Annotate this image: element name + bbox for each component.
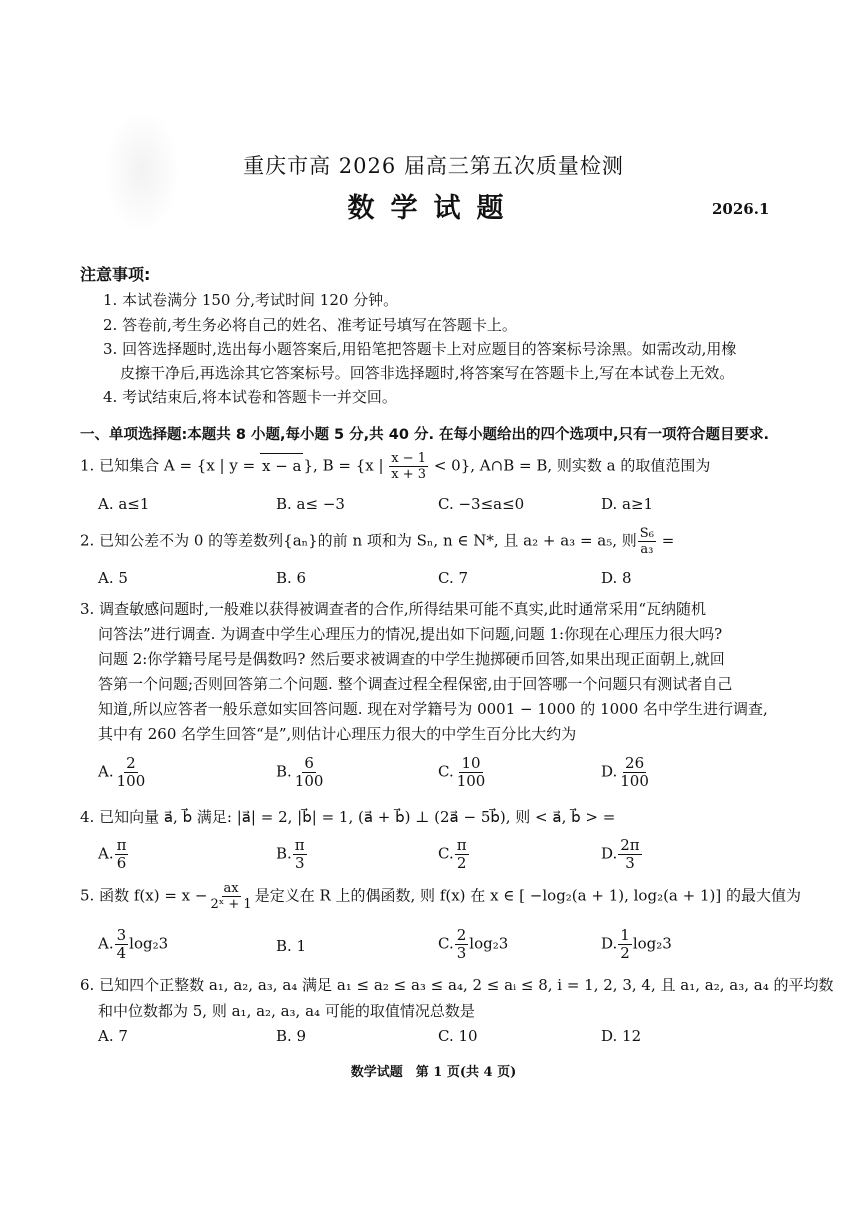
q5-d-tail: log₂3 xyxy=(632,934,672,953)
q2-frac-num: S₆ xyxy=(639,526,654,541)
question-3-line-5: 知道,所以应答者一般乐意如实回答问题. 现在对学籍号为 0001 − 1000 的 1000 名中学生进行调查, xyxy=(98,700,768,718)
q4-option-b[interactable] xyxy=(276,838,308,871)
q5-d-den: 2 xyxy=(620,944,630,962)
q3-a-den: 100 xyxy=(116,772,146,790)
q4-b-num: π xyxy=(294,836,305,854)
question-5 xyxy=(80,882,801,911)
q3-d-num: 26 xyxy=(625,754,645,772)
q4-a-den: 6 xyxy=(116,854,127,872)
exam-date: 2026.1 xyxy=(712,200,770,218)
notice-item-2: 2. 答卷前,考生务必将自己的姓名、准考证号填写在答题卡上。 xyxy=(103,316,517,334)
q3-b-label: B. xyxy=(276,762,292,781)
q4-b-den: 3 xyxy=(294,854,305,872)
q4-c-den: 2 xyxy=(456,854,467,872)
q3-d-frac xyxy=(618,756,651,789)
question-3-line-4: 答第一个问题;否则回答第二个问题. 整个调查过程全程保密,由于回答哪一个问题只有测试者自己 xyxy=(98,675,733,693)
q1-option-d[interactable]: D. a≥1 xyxy=(601,495,654,513)
q1-text-b: }, B = {x | xyxy=(303,456,389,475)
q5-option-c[interactable] xyxy=(438,928,508,961)
q1-option-a[interactable]: A. a≤1 xyxy=(98,495,150,513)
question-3-line-6: 其中有 260 名学生回答“是”,则估计心理压力很大的中学生百分比大约为 xyxy=(98,725,577,743)
q4-c-num: π xyxy=(456,836,467,854)
q2-option-a[interactable]: A. 5 xyxy=(98,569,128,587)
q5-option-a[interactable] xyxy=(98,928,168,961)
q4-option-c[interactable] xyxy=(438,838,470,871)
question-3-line-3: 问题 2:你学籍号尾号是偶数吗? 然后要求被调查的中学生抛掷硬币回答,如果出现正面朝上,就回 xyxy=(98,650,725,668)
q6-option-a[interactable]: A. 7 xyxy=(98,1027,128,1045)
q3-b-num: 6 xyxy=(304,754,314,772)
q4-c-label: C. xyxy=(438,844,454,863)
q6-option-b[interactable]: B. 9 xyxy=(276,1027,307,1045)
q2-text-b: = xyxy=(656,531,675,550)
q2-option-d[interactable]: D. 8 xyxy=(601,569,632,587)
q5-option-b[interactable]: B. 1 xyxy=(276,937,307,955)
q3-a-num: 2 xyxy=(126,754,136,772)
q2-option-b[interactable]: B. 6 xyxy=(276,569,307,587)
q5-c-tail: log₂3 xyxy=(469,934,509,953)
q5-d-label: D. xyxy=(601,934,618,953)
q4-a-frac xyxy=(115,838,129,871)
q1-sqrt: x − a xyxy=(260,453,304,478)
q5-text-a: 5. 函数 f(x) = x − xyxy=(80,886,208,905)
notice-item-3: 3. 回答选择题时,选出每小题答案后,用铅笔把答题卡上对应题目的答案标号涂黑。如需改动,用橡 xyxy=(103,340,737,358)
q1-option-c[interactable]: C. −3≤a≤0 xyxy=(438,495,525,513)
q1-option-b[interactable]: B. a≤ −3 xyxy=(276,495,345,513)
q3-a-label: A. xyxy=(98,762,114,781)
q2-option-c[interactable]: C. 7 xyxy=(438,569,469,587)
q4-a-label: A. xyxy=(98,844,114,863)
question-3-line-2: 问答法”进行调查. 为调查中学生心理压力的情况,提出如下问题,问题 1:你现在心理压力很大吗? xyxy=(98,625,723,643)
q5-a-den: 4 xyxy=(116,944,127,962)
section-heading: 一、单项选择题:本题共 8 小题,每小题 5 分,共 40 分. 在每小题给出的四个选项中,只有一项符合题目要求. xyxy=(80,427,770,443)
q3-c-label: C. xyxy=(438,762,454,781)
q3-option-b[interactable] xyxy=(276,756,326,789)
q1-text-a: 1. 已知集合 A = {x | y = xyxy=(80,456,260,475)
question-6-line-1: 6. 已知四个正整数 a₁, a₂, a₃, a₄ 满足 a₁ ≤ a₂ ≤ a₃ ≤ a₄, 2 ≤ aᵢ ≤ 8, i = 1, 2, 3, 4, 且 a₁, a₂, a₃, a₄ 的平均数 xyxy=(80,976,834,994)
exam-subtitle: 重庆市高 2026 届高三第五次质量检测 xyxy=(243,154,624,178)
q5-a-tail: log₂3 xyxy=(129,934,169,953)
q3-c-frac xyxy=(455,756,488,789)
q1-frac-num: x − 1 xyxy=(391,451,427,466)
q1-fraction xyxy=(389,452,428,481)
q3-b-frac xyxy=(293,756,326,789)
question-4: 4. 已知向量 a⃗, b⃗ 满足: |a⃗| = 2, |b⃗| = 1, (a⃗ + b⃗) ⊥ (2a⃗ − 5b⃗), 则 < a⃗, b⃗ > = xyxy=(80,808,616,826)
q4-b-label: B. xyxy=(276,844,292,863)
exam-title: 数学试题 xyxy=(347,193,520,224)
q4-option-d[interactable] xyxy=(601,838,643,871)
q5-c-num: 2 xyxy=(456,926,467,944)
notice-item-1: 1. 本试卷满分 150 分,考试时间 120 分钟。 xyxy=(103,291,399,309)
q4-d-label: D. xyxy=(601,844,618,863)
q5-d-frac xyxy=(618,928,632,961)
q4-b-frac xyxy=(293,838,307,871)
q5-d-num: 1 xyxy=(620,926,630,944)
q4-c-frac xyxy=(455,838,469,871)
q5-frac-num: ax xyxy=(223,881,239,896)
q5-option-d[interactable] xyxy=(601,928,672,961)
notice-item-3-cont: 皮擦干净后,再选涂其它答案标号。回答非选择题时,将答案写在答题卡上,写在本试卷上无效。 xyxy=(120,364,735,382)
q5-frac-den: 2ˣ + 1 xyxy=(210,897,252,912)
question-1 xyxy=(80,452,710,481)
q3-c-den: 100 xyxy=(456,772,486,790)
question-2 xyxy=(80,527,674,556)
notice-item-4: 4. 考试结束后,将本试卷和答题卡一并交回。 xyxy=(103,388,397,406)
q5-a-label: A. xyxy=(98,934,114,953)
q1-text-c: < 0}, A∩B = B, 则实数 a 的取值范围为 xyxy=(429,456,711,475)
q2-frac-den: a₃ xyxy=(640,542,654,557)
question-3-line-1: 3. 调查敏感问题时,一般难以获得被调查者的合作,所得结果可能不真实,此时通常采用“瓦纳随机 xyxy=(80,600,707,618)
notice-heading: 注意事项: xyxy=(80,265,151,284)
q3-option-c[interactable] xyxy=(438,756,488,789)
question-6-line-2: 和中位数都为 5, 则 a₁, a₂, a₃, a₄ 可能的取值情况总数是 xyxy=(98,1002,475,1020)
q5-c-label: C. xyxy=(438,934,454,953)
q3-option-d[interactable] xyxy=(601,756,652,789)
q3-d-den: 100 xyxy=(620,772,649,790)
q2-fraction xyxy=(638,527,656,556)
q4-a-num: π xyxy=(116,836,127,854)
q4-option-a[interactable] xyxy=(98,838,129,871)
q3-b-den: 100 xyxy=(294,772,324,790)
q5-a-num: 3 xyxy=(116,926,127,944)
q4-d-frac xyxy=(618,838,641,871)
q5-text-b: 是定义在 R 上的偶函数, 则 f(x) 在 x ∈ [ −log₂(a + 1), log₂(a + 1)] 的最大值为 xyxy=(254,886,801,905)
q3-option-a[interactable] xyxy=(98,756,148,789)
q5-c-frac xyxy=(455,928,469,961)
q6-option-c[interactable]: C. 10 xyxy=(438,1027,478,1045)
q4-d-den: 3 xyxy=(625,854,635,872)
q3-a-frac xyxy=(115,756,148,789)
q4-d-num: 2π xyxy=(620,836,640,854)
q6-option-d[interactable]: D. 12 xyxy=(601,1027,642,1045)
q5-a-frac xyxy=(115,928,129,961)
q2-text-a: 2. 已知公差不为 0 的等差数列{aₙ}的前 n 项和为 Sₙ, n ∈ N*, 且 a₂ + a₃ = a₅, 则 xyxy=(80,531,637,550)
q3-c-num: 10 xyxy=(461,754,481,772)
q5-fraction xyxy=(208,882,253,911)
page-footer: 数学试题 第 1 页(共 4 页) xyxy=(350,1065,517,1080)
q3-d-label: D. xyxy=(601,762,618,781)
q5-c-den: 3 xyxy=(456,944,467,962)
q1-frac-den: x + 3 xyxy=(391,467,427,482)
